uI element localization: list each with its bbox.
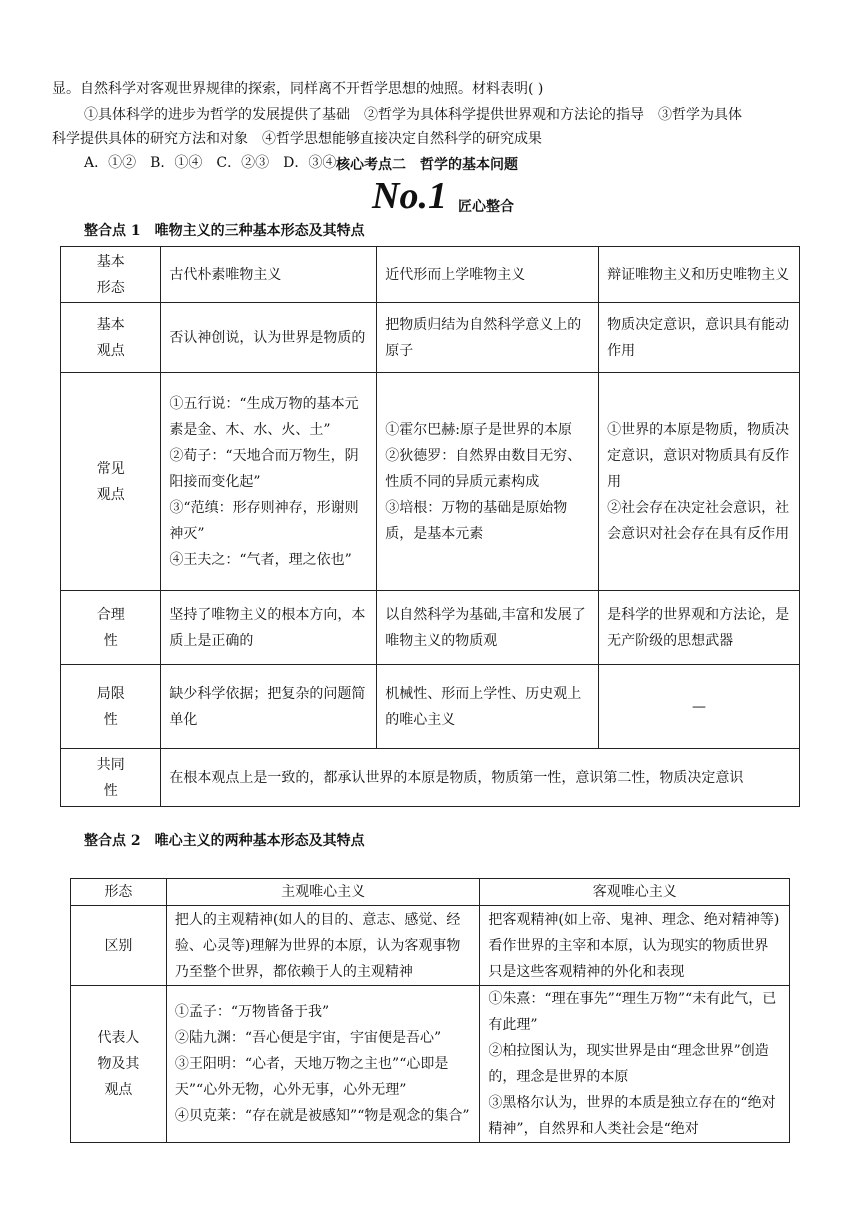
intro-line-1: 显。自然科学对客观世界规律的探索，同样离不开哲学思想的烛照。材料表明( ) bbox=[52, 81, 544, 97]
table-row bbox=[71, 906, 790, 986]
header-cell: 客观唯心主义 bbox=[480, 879, 790, 906]
row-head: 基本 形态 bbox=[61, 247, 161, 303]
row-head: 常见 观点 bbox=[61, 373, 161, 591]
table-cell: 物质决定意识，意识具有能动作用 bbox=[599, 303, 800, 373]
header-cell: 形态 bbox=[71, 879, 167, 906]
table-cell: ①霍尔巴赫:原子是世界的本原 ②狄德罗：自然界由数目无穷、性质不同的异质元素构成 ③培根：万物的基础是原始物质，是基本元素 bbox=[377, 373, 599, 591]
row-head: 代表人 物及其 观点 bbox=[71, 986, 167, 1143]
table-cell: — bbox=[599, 665, 800, 749]
table-cell: ①世界的本原是物质，物质决定意识，意识对物质具有反作用 ②社会存在决定社会意识，社会意识对社会存在具有反作用 bbox=[599, 373, 800, 591]
table-cell: 坚持了唯物主义的根本方向，本质上是正确的 bbox=[161, 591, 377, 665]
point1-title: 整合点 1 唯物主义的三种基本形态及其特点 bbox=[84, 223, 365, 239]
header-cell: 主观唯心主义 bbox=[166, 879, 480, 906]
intro-line-2: ①具体科学的进步为哲学的发展提供了基础 ②哲学为具体科学提供世界观和方法论的指导 ③哲学为具体 bbox=[84, 107, 742, 123]
table-row bbox=[61, 373, 800, 591]
table-cell: 机械性、形而上学性、历史观上的唯心主义 bbox=[377, 665, 599, 749]
common-cell: 在根本观点上是一致的，都承认世界的本原是物质，物质第一性，意识第二性，物质决定意识 bbox=[161, 749, 800, 807]
table-cell: ①五行说：“生成万物的基本元素是金、木、水、火、土” ②荀子：“天地合而万物生，阴阳接而变化起” ③“范缜：形存则神存，形谢则神灭” ④王夫之：“气者，理之依也” bbox=[161, 373, 377, 591]
table-cell: 把客观精神(如上帝、鬼神、理念、绝对精神等)看作世界的主宰和本原，认为现实的物质世界只是这些客观精神的外化和表现 bbox=[480, 906, 790, 986]
table-cell: 古代朴素唯物主义 bbox=[161, 247, 377, 303]
table-cell: 辩证唯物主义和历史唯物主义 bbox=[599, 247, 800, 303]
table-cell: 是科学的世界观和方法论，是无产阶级的思想武器 bbox=[599, 591, 800, 665]
row-head: 合理 性 bbox=[61, 591, 161, 665]
table-row bbox=[61, 749, 800, 807]
no1-logo: No.1 bbox=[372, 175, 447, 217]
materialism-table bbox=[60, 246, 800, 807]
table-cell: 把物质归结为自然科学意义上的原子 bbox=[377, 303, 599, 373]
table-cell: 近代形而上学唯物主义 bbox=[377, 247, 599, 303]
table-header-row bbox=[71, 879, 790, 906]
table-cell: ①朱熹：“理在事先”“理生万物”“未有此气，已有此理” ②柏拉图认为，现实世界是由“理念世界”创造的，理念是世界的本原 ③黑格尔认为，世界的本质是独立存在的“绝对精神”，自然界和人类社会是“绝对 bbox=[480, 986, 790, 1143]
table-cell: ①孟子：“万物皆备于我” ②陆九渊：“吾心便是宇宙，宇宙便是吾心” ③王阳明：“心者，天地万物之主也”“心即是天”“心外无物，心外无事，心外无理” ④贝克莱：“存在就是被感知”“物是观念的集合” bbox=[166, 986, 480, 1143]
table-row bbox=[71, 986, 790, 1143]
table-cell: 以自然科学为基础,丰富和发展了唯物主义的物质观 bbox=[377, 591, 599, 665]
table-cell: 把人的主观精神(如人的目的、意志、感觉、经验、心灵等)理解为世界的本原，认为客观事物乃至整个世界，都依赖于人的主观精神 bbox=[166, 906, 480, 986]
row-head: 区别 bbox=[71, 906, 167, 986]
table-row bbox=[61, 591, 800, 665]
row-head: 共同 性 bbox=[61, 749, 161, 807]
table-row bbox=[61, 665, 800, 749]
row-head: 局限 性 bbox=[61, 665, 161, 749]
point2-title: 整合点 2 唯心主义的两种基本形态及其特点 bbox=[84, 833, 365, 849]
table-row bbox=[61, 247, 800, 303]
table-cell: 否认神创说，认为世界是物质的 bbox=[161, 303, 377, 373]
intro-line-3: 科学提供具体的研究方法和对象 ④哲学思想能够直接决定自然科学的研究成果 bbox=[52, 131, 542, 147]
logo-caption: 匠心整合 bbox=[458, 199, 514, 215]
row-head: 基本 观点 bbox=[61, 303, 161, 373]
answer-options: A．①② B．①④ C．②③ D．③④ bbox=[84, 155, 337, 171]
section-title: 核心考点二 哲学的基本问题 bbox=[336, 157, 518, 173]
table-row bbox=[61, 303, 800, 373]
table-cell: 缺少科学依据；把复杂的问题简单化 bbox=[161, 665, 377, 749]
idealism-table bbox=[70, 878, 790, 1143]
